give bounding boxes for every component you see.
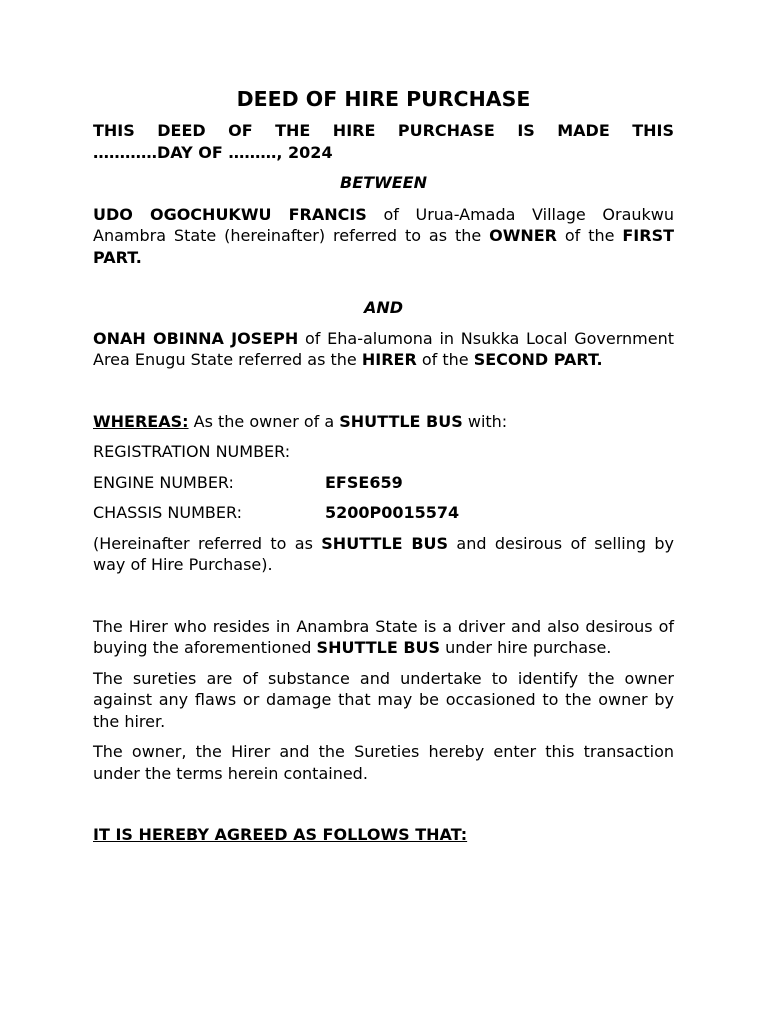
and-heading: AND: [363, 298, 404, 317]
second-party-paragraph: [93, 328, 674, 371]
first-party-text-1: of Urua-Amada Village Oraukwu Anambra State (hereinafter) referred to as the: [93, 204, 675, 245]
engine-number-row: [93, 472, 674, 494]
registration-number-label: REGISTRATION NUMBER:: [93, 442, 291, 461]
intro-line-2: …………DAY OF ………, 2024: [93, 142, 333, 162]
first-party-name: UDO OGOCHUKWU FRANCIS: [93, 204, 367, 224]
agreed-heading: IT IS HEREBY AGREED AS FOLLOWS THAT:: [93, 825, 468, 844]
whereas-paragraph: [93, 411, 674, 433]
first-party-role: OWNER: [489, 226, 557, 245]
second-party-text-1: of Eha-alumona in Nsukka Local Government Area Enugu State referred as the: [93, 328, 675, 369]
whereas-text-2: with:: [462, 411, 508, 431]
intro-line-1: THIS DEED OF THE HIRE PURCHASE IS MADE THIS: [93, 121, 674, 140]
chassis-number-value: 5200P0015574: [325, 503, 460, 522]
first-party-paragraph: [93, 204, 674, 269]
hirer-text-2: under hire purchase.: [440, 638, 612, 657]
whereas-vehicle: SHUTTLE BUS: [339, 411, 463, 431]
parties-paragraph: The owner, the Hirer and the Sureties hereby enter this transaction under the terms herein contained.: [93, 742, 674, 783]
hereinafter-text-2: and desirous of selling by way of Hire Purchase).: [93, 533, 674, 574]
second-party-text-2: of the: [416, 350, 474, 369]
hereinafter-paragraph: [93, 533, 674, 576]
between-heading: BETWEEN: [340, 173, 427, 192]
engine-number-label: ENGINE NUMBER:: [93, 472, 234, 492]
chassis-number-label: CHASSIS NUMBER:: [93, 503, 243, 522]
deed-document: [93, 86, 674, 846]
document-title: DEED OF HIRE PURCHASE: [236, 87, 531, 111]
hirer-paragraph: [93, 616, 674, 659]
sureties-paragraph: The sureties are of substance and undertake to identify the owner against any flaws or damage that may be occasioned to the owner by the hirer.: [93, 668, 674, 731]
whereas-label: WHEREAS:: [93, 411, 189, 431]
whereas-text-1: As the owner of a: [188, 411, 340, 431]
hirer-text-1: The Hirer who resides in Anambra State is a driver and also desirous of buying the aforementioned: [93, 616, 674, 657]
hirer-vehicle: SHUTTLE BUS: [316, 638, 441, 657]
second-party-name: ONAH OBINNA JOSEPH: [93, 328, 299, 348]
engine-number-value: EFSE659: [325, 472, 403, 492]
hereinafter-text-1: (Hereinafter referred to as: [93, 533, 322, 553]
first-party-part: FIRST PART.: [93, 226, 674, 267]
chassis-number-row: [93, 502, 674, 524]
registration-number-row: [93, 441, 674, 463]
hereinafter-vehicle: SHUTTLE BUS: [321, 533, 449, 553]
second-party-part: SECOND PART.: [473, 350, 603, 369]
second-party-role: HIRER: [361, 350, 417, 369]
first-party-text-2: of the: [557, 226, 623, 245]
